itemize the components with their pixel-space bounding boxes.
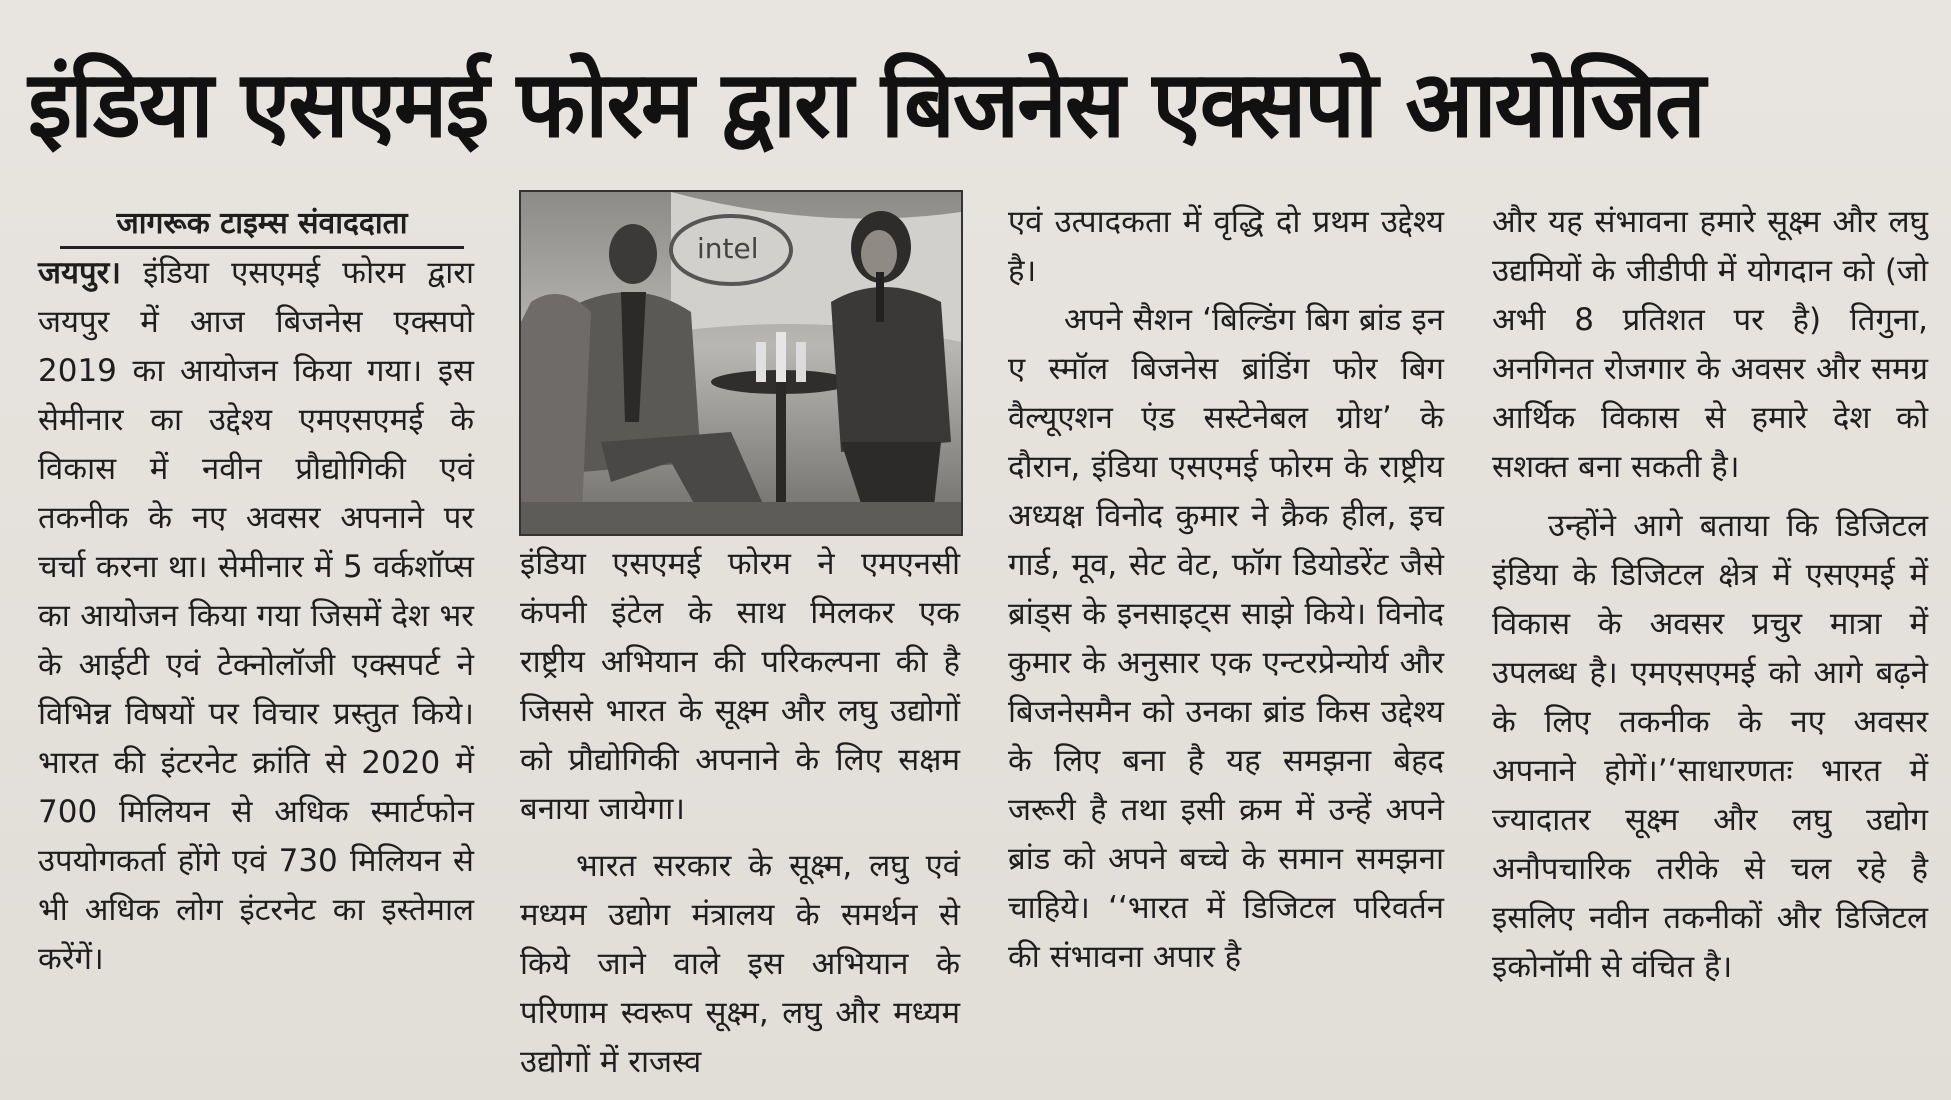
headline: इंडिया एसएमई फोरम द्वारा बिजनेस एक्सपो आयोजित bbox=[28, 51, 1704, 158]
photo-caption: इंडिया एसएमई फोरम ने एमएनसी कंपनी इंटेल के साथ मिलकर एक राष्ट्रीय अभियान की परिकल्पना की है जिससे भारत के सूक्ष्म और लघु उद्योगों को प्रौद्योगिकी अपनाने के लिए सक्षम बनाया जायेगा। bbox=[520, 546, 960, 827]
photo-logo-text: intel bbox=[697, 232, 759, 265]
column-2-text: भारत सरकार के सूक्ष्म, लघु एवं मध्यम उद्योग मंत्रालय के समर्थन से किये जाने वाले इस अभियान के परिणाम स्वरूप सूक्ष्म, लघु और मध्यम उद्योगों में राजस्व bbox=[520, 848, 960, 1080]
column-4-paragraph-1: और यह संभावना हमारे सूक्ष्म और लघु उद्यमियों के जीडीपी में योगदान को (जो अभी 8 प्रतिशत पर है) तिगुना, अनगिनत रोजगार के अवसर और समग्र आर्थिक विकास से हमारे देश को सशक्त बना सकती है। bbox=[1492, 204, 1928, 485]
article-paragraph bbox=[38, 249, 474, 984]
column-3-paragraph-2: अपने सैशन ‘बिल्डिंग बिग ब्रांड इन ए स्मॉल बिजनेस ब्रांडिंग फोर बिग वैल्यूएशन एंड सस्टेनेबल ग्रोथ’ के दौरान, इंडिया एसएमई फोरम के राष्ट्रीय अध्यक्ष विनोद कुमार ने क्रैक हील, इच गार्ड, मूव, सेट वेट, फॉग डियोडरेंट जैसे ब्रांड्स के इनसाइट्स साझे किये। विनोद कुमार के अनुसार एक एन्टरप्रेन्योर्य और बिजनेसमैन को उनका ब्रांड किस उद्देश्य के लिए बना है यह समझना बेहद जरूरी है तथा इसी क्रम में उन्हें अपने ब्रांड को अपने बच्चे के समान समझना चाहिये। ‘‘भारत में डिजिटल परिवर्तन की संभावना अपार है bbox=[1008, 302, 1444, 975]
column-3-paragraph-1: एवं उत्पादकता में वृद्धि दो प्रथम उद्देश्य है। bbox=[1008, 204, 1444, 289]
article-column-2 bbox=[520, 540, 960, 1087]
article-column-4 bbox=[1492, 198, 1928, 992]
news-photo bbox=[519, 190, 963, 536]
column-1-text: इंडिया एसएमई फोरम द्वारा जयपुर में आज बिजनेस एक्सपो 2019 का आयोजन किया गया। इस सेमीनार का उद्देश्य एमएसएमई के विकास में नवीन प्रौद्योगिकी एवं तकनीक के नए अवसर अपनाने पर चर्चा करना था। सेमीनार में 5 वर्कशॉप्स का आयोजन किया गया जिसमें देश भर के आईटी एवं टेक्नोलॉजी एक्सपर्ट ने विभिन्न विषयों पर विचार प्रस्तुत किये। भारत की इंटरनेट क्रांति से 2020 में 700 मिलियन से अधिक स्मार्टफोन उपयोगकर्ता होंगे एवं 730 मिलियन से भी अधिक लोग इंटरनेट का इस्तेमाल करेंगें। bbox=[38, 255, 474, 977]
byline: जागरूक टाइम्स संवाददाता bbox=[60, 204, 464, 249]
article-column-1 bbox=[38, 204, 474, 984]
photo-illustration bbox=[521, 192, 961, 534]
column-4-paragraph-2: उन्होंने आगे बताया कि डिजिटल इंडिया के डिजिटल क्षेत्र में एसएमई में विकास के अवसर प्रचुर मात्रा में उपलब्ध है। एमएसएमई को आगे बढ़ने के लिए तकनीक के नए अवसर अपनाने होगें।’‘साधारणतः भारत में ज्यादातर सूक्ष्म और लघु उद्योग अनौपचारिक तरीके से चल रहे है इसलिए नवीन तकनीकों और डिजिटल इकोनॉमी से वंचित है। bbox=[1492, 508, 1928, 985]
article-column-3 bbox=[1008, 198, 1444, 982]
dateline-city: जयपुर। bbox=[38, 255, 122, 291]
microphone-icon bbox=[876, 272, 884, 322]
